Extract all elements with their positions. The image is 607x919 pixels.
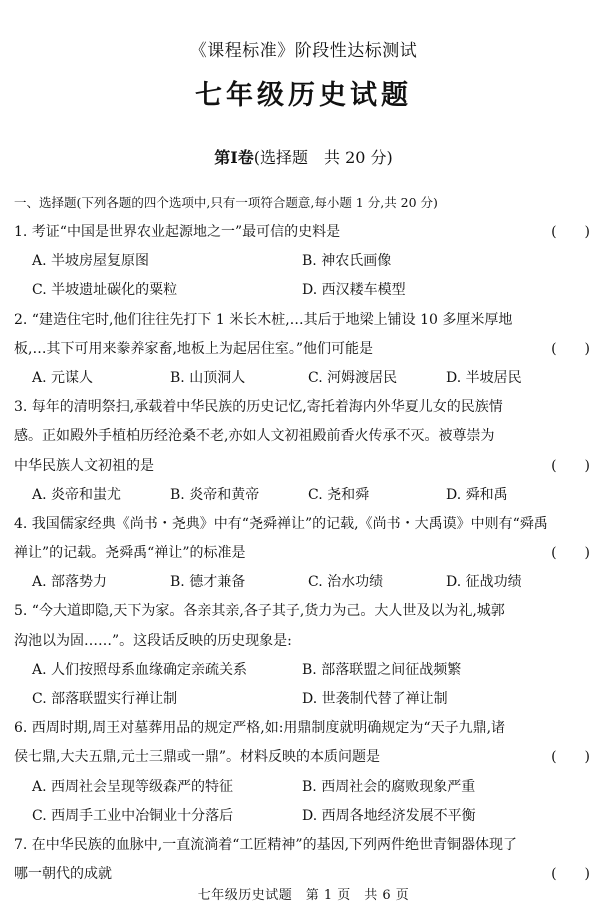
option-b: B. 神农氏画像 (302, 253, 392, 270)
question-line: 5. “今大道即隐,天下为家。各亲其亲,各子其子,货力为己。大人世及以为礼,城郭 (14, 603, 505, 620)
exam-title: 七年级历史试题 (195, 80, 412, 111)
option-a: A. 半坡房屋复原图 (32, 253, 150, 270)
option-c: C. 西周手工业中冶铜业十分落后 (32, 807, 234, 824)
question-6 (14, 714, 594, 831)
answer-bracket: ( ) (551, 457, 590, 474)
option-row (14, 247, 594, 276)
question-line: 3. 每年的清明祭扫,承载着中华民族的历史记忆,寄托着海内外华夏儿女的民族情 (14, 399, 503, 416)
option-b: B. 炎帝和黄帝 (170, 486, 260, 503)
option-a: A. 西周社会呈现等级森严的特征 (32, 778, 234, 795)
option-d: D. 半坡居民 (446, 369, 522, 386)
option-row (14, 364, 594, 393)
option-row (14, 685, 594, 714)
question-list (14, 218, 594, 889)
option-row (14, 481, 594, 510)
option-c: C. 河姆渡居民 (308, 369, 398, 386)
question-line: 中华民族人文初祖的是 ( ) (14, 452, 594, 481)
answer-bracket: ( ) (551, 866, 590, 883)
question-line: 板,…其下可用来豢养家畜,地板上为起居住室。”他们可能是 ( ) (14, 335, 594, 364)
option-row (14, 276, 594, 305)
question-line: 哪一朝代的成就 ( ) (14, 860, 594, 889)
answer-bracket: ( ) (551, 749, 590, 766)
question-1 (14, 218, 594, 306)
option-row (14, 773, 594, 802)
answer-bracket: ( ) (551, 340, 590, 357)
question-3 (14, 393, 594, 510)
option-row (14, 802, 594, 831)
question-line: 侯七鼎,大夫五鼎,元士三鼎或一鼎”。材料反映的本质问题是 ( ) (14, 743, 594, 772)
answer-bracket: ( ) (551, 545, 590, 562)
question-line: 7. 在中华民族的血脉中,一直流淌着“工匠精神”的基因,下列两件绝世青铜器体现了 (14, 836, 518, 853)
answer-bracket: ( ) (551, 224, 590, 240)
question-4 (14, 510, 594, 598)
question-line: 禅让”的记载。尧舜禹“禅让”的标准是 ( ) (14, 539, 594, 568)
option-b: B. 部落联盟之间征战频繁 (302, 661, 462, 678)
option-d: D. 舜和禹 (446, 486, 508, 503)
option-c: C. 部落联盟实行禅让制 (32, 691, 178, 707)
option-a: A. 炎帝和蚩尤 (32, 486, 122, 503)
option-row (14, 568, 594, 597)
part-number: 第Ⅰ卷 (214, 148, 254, 167)
option-b: B. 西周社会的腐败现象严重 (302, 778, 476, 795)
option-row (14, 656, 594, 685)
question-7 (14, 831, 594, 889)
question-line: 4. 我国儒家经典《尚书・尧典》中有“尧舜禅让”的记载,《尚书・大禹谟》中则有“舜禹 (14, 515, 548, 532)
option-d: D. 世袭制代替了禅让制 (302, 691, 448, 707)
option-d: D. 征战功绩 (446, 574, 522, 591)
option-c: C. 半坡遗址碳化的粟粒 (32, 282, 178, 299)
option-b: B. 山顶洞人 (170, 369, 246, 386)
question-2 (14, 306, 594, 394)
option-d: D. 西汉耧车模型 (302, 282, 406, 299)
option-c: C. 尧和舜 (308, 486, 370, 503)
question-line: 2. “建造住宅时,他们往往先打下 1 米长木桩,…其后于地梁上铺设 10 多厘米厚地 (14, 311, 513, 328)
option-a: A. 人们按照母系血缘确定亲疏关系 (32, 661, 248, 678)
section-instruction: 一、选择题(下列各题的四个选项中,只有一项符合题意,每小题 1 分,共 20 分) (14, 195, 438, 210)
part-heading (0, 145, 607, 168)
question-5 (14, 597, 594, 714)
option-a: A. 元谋人 (32, 369, 94, 386)
option-b: B. 德才兼备 (170, 574, 246, 591)
option-a: A. 部落势力 (32, 574, 108, 591)
page-footer: 七年级历史试题 第 1 页 共 6 页 (197, 888, 410, 903)
question-line: 6. 西周时期,周王对墓葬用品的规定严格,如:用鼎制度就明确规定为“天子九鼎,诸 (14, 720, 506, 737)
part-note: (选择题 共 20 分) (253, 148, 393, 167)
question-line: 沟池以为固……”。这段话反映的历史现象是: (14, 632, 292, 649)
question-line: 感。正如殿外手植柏历经沧桑不老,亦如人文初祖殿前香火传承不灭。被尊崇为 (14, 428, 495, 445)
exam-subtitle: 《课程标准》阶段性达标测试 (189, 41, 418, 61)
option-c: C. 治水功绩 (308, 574, 384, 591)
option-d: D. 西周各地经济发展不平衡 (302, 807, 476, 824)
question-line: 1. 考证“中国是世界农业起源地之一”最可信的史料是 ( ) (14, 218, 594, 247)
